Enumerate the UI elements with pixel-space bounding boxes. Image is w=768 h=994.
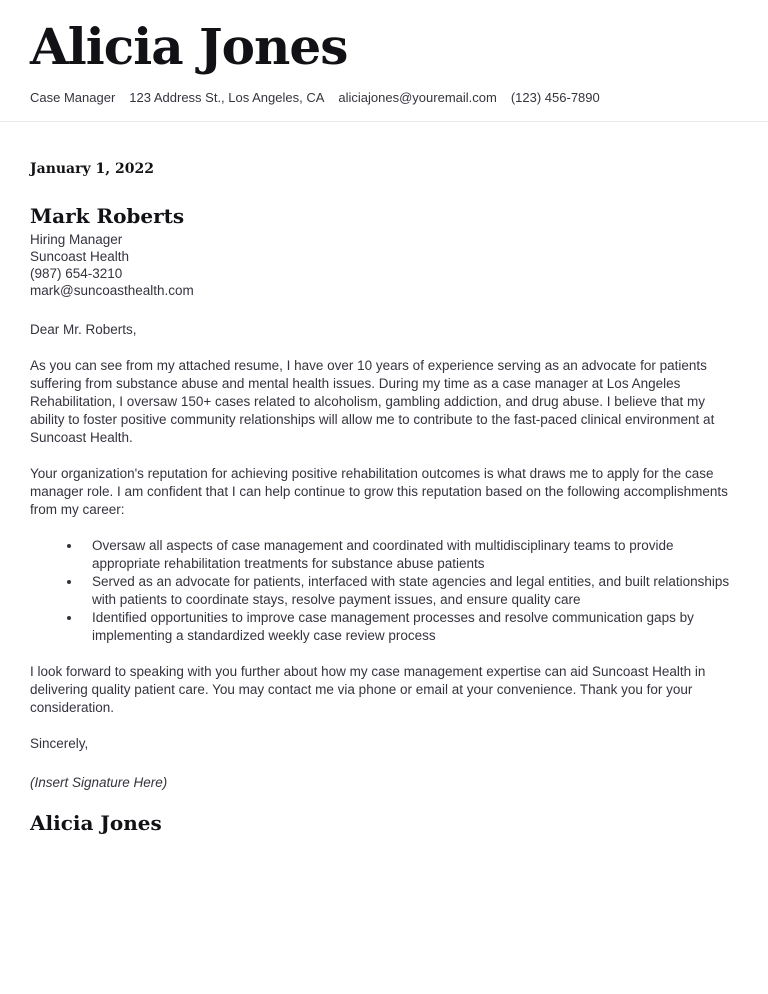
- body-paragraph-2: Your organization's reputation for achieving positive rehabilitation outcomes is what draws me to apply for the case manager role. I am confident that I can help continue to grow this reputation based on the following accomplishments from my career:: [30, 465, 728, 517]
- salutation: Dear Mr. Roberts,: [30, 321, 137, 337]
- accomplishment-item-3: • Identified opportunities to improve case management processes and resolve communication gaps by implementing a standardized weekly case review process: [82, 609, 735, 645]
- accomplishment-item-2: • Served as an advocate for patients, interfaced with state agencies and legal entities, and built relationships with patients to coordinate stays, resolve payment issues, and ensure quality care: [82, 573, 735, 609]
- recipient-email: mark@suncoasthealth.com: [30, 282, 194, 298]
- contact-address: 123 Address St., Los Angeles, CA: [129, 89, 325, 105]
- closing-paragraph: I look forward to speaking with you further about how my case management expertise can aid Suncoast Health in delivering quality patient care. You may contact me via phone or email at your convenience. Thank you for your consideration.: [30, 663, 706, 715]
- valediction: Sincerely,: [30, 735, 89, 751]
- signature-name: Alicia Jones: [30, 810, 162, 835]
- contact-email: aliciajones@youremail.com: [338, 89, 497, 105]
- contact-job-title: Case Manager: [30, 89, 116, 105]
- recipient-name: Mark Roberts: [30, 203, 185, 228]
- recipient-company: Suncoast Health: [30, 248, 130, 264]
- recipient-block: [30, 204, 735, 299]
- letter-date: January 1, 2022: [30, 160, 154, 177]
- letterhead-name: Alicia Jones: [30, 17, 348, 76]
- letterhead: [0, 0, 768, 105]
- accomplishment-item-1: • Oversaw all aspects of case management and coordinated with multidisciplinary teams to provide appropriate rehabilitation treatments for substance abuse patients: [82, 537, 735, 573]
- recipient-title: Hiring Manager: [30, 231, 123, 247]
- signature-placeholder: (Insert Signature Here): [30, 774, 168, 790]
- letterhead-contact-line: [30, 90, 738, 105]
- accomplishments-list: [30, 537, 735, 645]
- body-paragraph-1: As you can see from my attached resume, I have over 10 years of experience serving as an advocate for patients suffering from substance abuse and mental health issues. During my time as a case manager at Los Angeles Rehabilitation, I oversaw 150+ cases related to alcoholism, gambling addiction, and drug abuse. I believe that my ability to foster positive community relationships will allow me to contribute to the fast-paced clinical environment at Suncoast Health.: [30, 357, 715, 445]
- letter-body: [0, 122, 768, 835]
- contact-phone: (123) 456-7890: [510, 89, 600, 105]
- recipient-phone: (987) 654-3210: [30, 265, 123, 281]
